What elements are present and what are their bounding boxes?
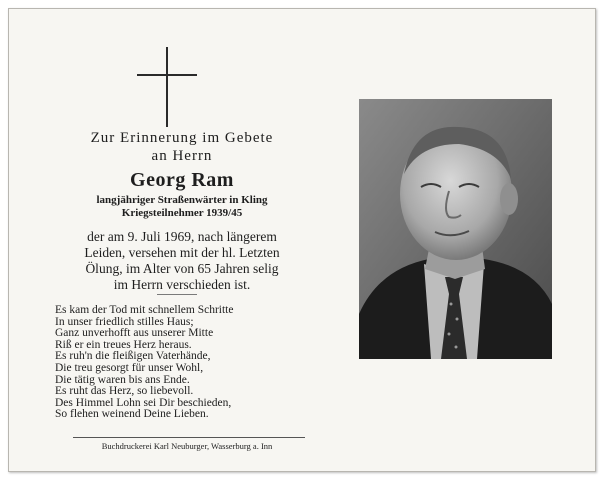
poem-line: Es ruht das Herz, so liebevoll.	[55, 385, 194, 398]
death-line: der am 9. Juli 1969, nach längerem	[87, 229, 277, 244]
intro-text	[37, 129, 327, 165]
footer-rule	[73, 437, 305, 438]
poem-line: In unser friedlich stilles Haus;	[55, 315, 194, 328]
death-notice	[37, 229, 327, 293]
text-column	[37, 9, 327, 471]
poem	[55, 305, 233, 421]
poem-line: Riß er ein treues Herz heraus.	[55, 338, 192, 351]
intro-line-1: Zur Erinnerung im Gebete	[90, 130, 274, 146]
memorial-card	[8, 8, 596, 472]
divider	[157, 294, 197, 295]
printer-credit: Buchdruckerei Karl Neuburger, Wasserburg a. Inn	[101, 441, 273, 451]
poem-line: Die tätig waren bis ans Ende.	[55, 373, 190, 386]
death-line: im Herrn verschieden ist.	[113, 277, 251, 292]
poem-line: So flehen weinend Deine Lieben.	[55, 408, 209, 421]
subtitle	[37, 194, 327, 220]
poem-line: Es ruh'n die fleißigen Vaterhände,	[55, 350, 211, 363]
poem-line: Des Himmel Lohn sei Dir beschieden,	[55, 396, 232, 409]
intro-line-2: an Herrn	[151, 148, 213, 164]
death-line: Ölung, im Alter von 65 Jahren selig	[85, 261, 279, 276]
subtitle-line-2: Kriegsteilnehmer 1939/45	[121, 207, 243, 219]
subtitle-line-1: langjähriger Straßenwärter in Kling	[96, 194, 268, 206]
death-line: Leiden, versehen mit der hl. Letzten	[84, 245, 280, 260]
poem-line: Ganz unverhofft aus unserer Mitte	[55, 327, 214, 340]
poem-line: Es kam der Tod mit schnellem Schritte	[55, 304, 234, 316]
cross-icon	[137, 47, 197, 127]
portrait-photo	[359, 99, 552, 359]
deceased-name: Georg Ram	[130, 169, 234, 191]
poem-line: Die treu gesorgt für unser Wohl,	[55, 361, 204, 374]
